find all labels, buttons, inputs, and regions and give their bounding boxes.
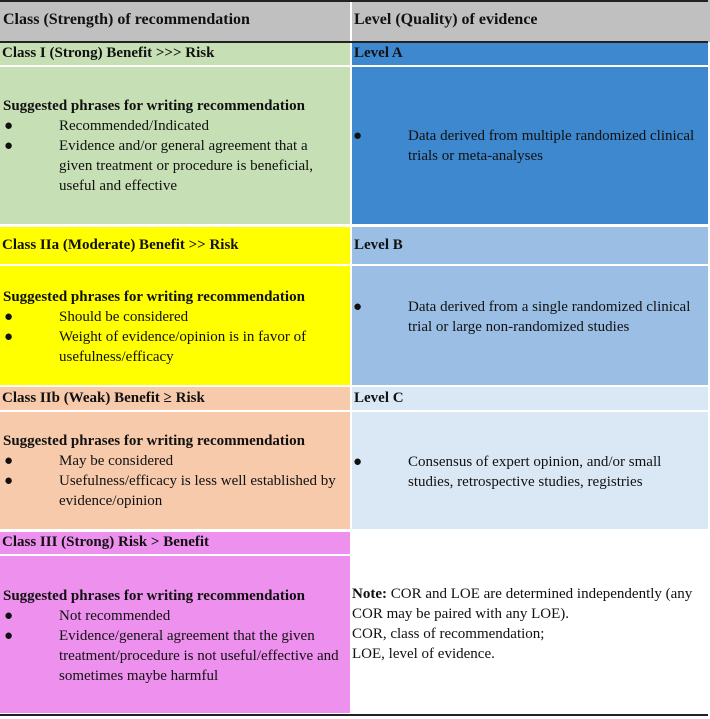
list-item: ● Data derived from a single randomized clinical trial or large non-randomized studies [353,299,691,335]
level-a-title: Level A [352,43,708,65]
suggested-phrases-label: Suggested phrases for writing recommendation [3,433,305,449]
class-iib-body [0,412,350,529]
class-iia-body [0,266,350,385]
list-item: ● Recommended/Indicated [4,118,209,134]
list-item: ● Data derived from multiple randomized clinical trials or meta-analyses [353,128,695,164]
list-item: ● Not recommended [4,608,171,624]
bullet-icon: ● [4,118,14,134]
list-item: ● Should be considered [4,309,189,325]
bullet-icon: ● [4,628,14,644]
level-b-title: Level B [352,227,708,264]
level-column-header: Level (Quality) of evidence [352,0,710,42]
level-b-body [352,266,708,385]
class-column-header: Class (Strength) of recommendation [0,0,350,42]
bullet-icon: ● [4,473,14,489]
bullet-icon: ● [353,128,363,144]
bullet-icon: ● [353,299,363,315]
level-c-body [352,412,708,529]
bullet-icon: ● [4,309,14,325]
list-item: ● Weight of evidence/opinion is in favor of usefulness/efficacy [4,329,307,365]
bullet-icon: ● [353,454,363,470]
top-rule [0,0,708,2]
list-item: ● Evidence and/or general agreement that a given treatment or procedure is beneficial, useful and effective [4,138,314,194]
suggested-phrases-label: Suggested phrases for writing recommendation [3,588,305,604]
bullet-icon: ● [4,138,14,154]
class-iii-title: Class III (Strong) Risk > Benefit [0,532,350,554]
class-iia-title: Class IIa (Moderate) Benefit >> Risk [0,227,350,264]
suggested-phrases-label: Suggested phrases for writing recommendation [3,98,305,114]
class-i-body [0,67,350,224]
list-item: ● Consensus of expert opinion, and/or small studies, retrospective studies, registries [353,454,662,490]
note-text: Note: COR and LOE are determined independently (any COR may be paired with any LOE). [352,586,693,622]
note-cor-definition: COR, class of recommendation; [352,626,545,642]
bottom-rule [0,714,708,716]
list-item: ● Evidence/general agreement that the given treatment/procedure is not useful/effective and sometimes maybe harmful [4,628,339,684]
level-a-body [352,67,708,224]
bullet-icon: ● [4,453,14,469]
note-loe-definition: LOE, level of evidence. [352,646,495,662]
list-item: ● May be considered [4,453,174,469]
class-iii-body [0,556,350,713]
level-c-title: Level C [352,387,708,410]
list-item: ● Usefulness/efficacy is less well established by evidence/opinion [4,473,336,509]
bullet-icon: ● [4,329,14,345]
note-block [352,584,708,684]
note-label: Note: [352,586,387,602]
bullet-icon: ● [4,608,14,624]
suggested-phrases-label: Suggested phrases for writing recommendation [3,289,305,305]
class-i-title: Class I (Strong) Benefit >>> Risk [0,43,350,65]
header-rule [0,41,708,43]
class-iib-title: Class IIb (Weak) Benefit ≥ Risk [0,387,350,410]
